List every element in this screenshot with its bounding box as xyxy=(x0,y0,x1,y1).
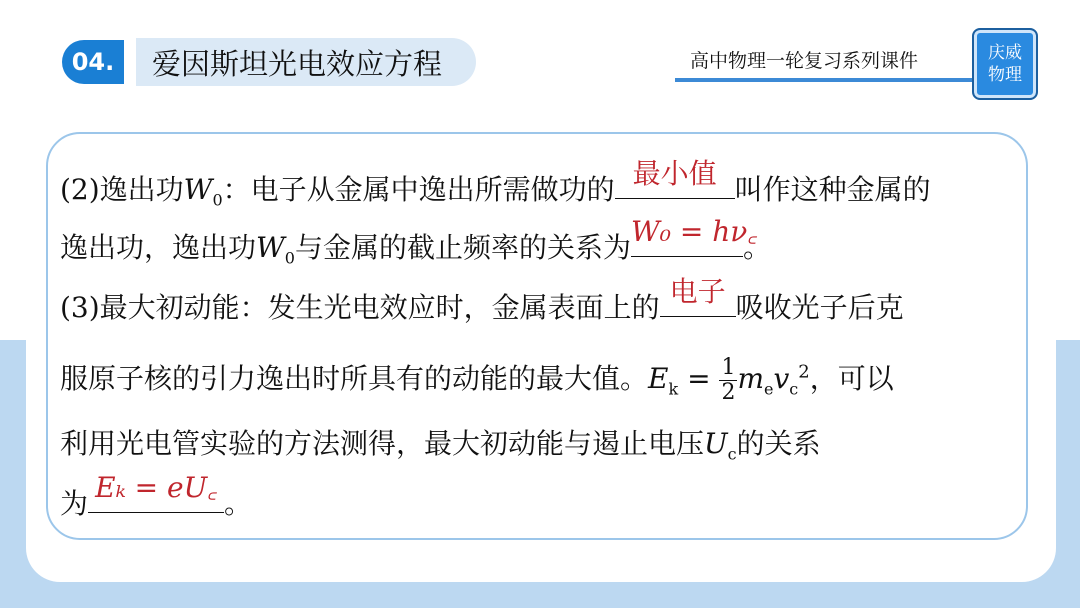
u-symbol: U xyxy=(704,427,728,460)
p2-text-2: 叫作这种金属的 xyxy=(734,173,931,206)
answer-4: Eₖ = eU꜀ xyxy=(95,471,217,504)
section-number-badge: 04. xyxy=(62,40,124,84)
p3-line-3-end: 的关系 xyxy=(736,427,821,460)
w0-subscript: 0 xyxy=(212,190,223,210)
paragraph-3-line-3 xyxy=(60,422,821,464)
period-1: 。 xyxy=(743,231,772,264)
ek-symbol: E xyxy=(648,362,669,395)
p2-prefix: (2)逸出功 xyxy=(60,173,184,206)
p3-line-2: 服原子核的引力逸出时所具有的动能的最大值。 xyxy=(60,362,649,395)
m-symbol: m xyxy=(737,362,764,395)
square-exponent: 2 xyxy=(798,361,810,383)
w0-symbol-2: W xyxy=(256,231,285,264)
brand-logo xyxy=(972,28,1038,100)
fraction-half xyxy=(719,356,737,405)
w0-subscript-2: 0 xyxy=(284,248,295,268)
paragraph-2-line-1 xyxy=(60,157,931,210)
answer-blank-1 xyxy=(615,157,735,199)
answer-blank-4 xyxy=(88,471,224,513)
p3-line-3: 利用光电管实验的方法测得，最大初动能与遏止电压 xyxy=(60,427,705,460)
m-subscript: e xyxy=(764,379,774,399)
fraction-numerator: 1 xyxy=(721,355,736,380)
paragraph-3-line-4 xyxy=(60,471,253,522)
paragraph-2-line-2 xyxy=(60,215,772,268)
answer-blank-3 xyxy=(660,275,736,317)
p3-text-1: 吸收光子后克 xyxy=(735,291,904,324)
logo-line-1: 庆威 xyxy=(988,43,1022,63)
logo-line-2: 物理 xyxy=(988,65,1022,85)
p2-text-1: ：电子从金属中逸出所需做功的 xyxy=(222,173,615,206)
fraction-denominator: 2 xyxy=(721,380,736,405)
p2-line2-a: 逸出功，逸出功 xyxy=(60,231,257,264)
w0-symbol: W xyxy=(183,173,213,206)
period-2: 。 xyxy=(224,487,253,520)
answer-blank-2 xyxy=(631,215,758,257)
series-underline xyxy=(675,78,977,82)
u-subscript: c xyxy=(727,444,737,464)
equals-sign: = xyxy=(678,362,720,395)
answer-2: W₀ = hν꜀ xyxy=(631,215,758,248)
p3-line-4: 为 xyxy=(60,487,89,520)
paragraph-3-line-1 xyxy=(60,275,904,326)
answer-3: 电子 xyxy=(669,275,726,308)
v-symbol: v xyxy=(773,362,790,395)
p3-prefix: (3)最大初动能：发生光电效应时，金属表面上的 xyxy=(60,291,660,324)
p3-line-2-end: ，可以 xyxy=(809,362,894,395)
paragraph-3-line-2 xyxy=(60,356,894,405)
p2-line2-b: 与金属的截止频率的关系为 xyxy=(294,231,631,264)
series-title: 高中物理一轮复习系列课件 xyxy=(690,50,919,72)
v-subscript: c xyxy=(789,379,799,399)
section-title: 爱因斯坦光电效应方程 xyxy=(136,38,476,86)
ek-subscript: k xyxy=(668,379,679,399)
answer-1: 最小值 xyxy=(632,157,717,190)
